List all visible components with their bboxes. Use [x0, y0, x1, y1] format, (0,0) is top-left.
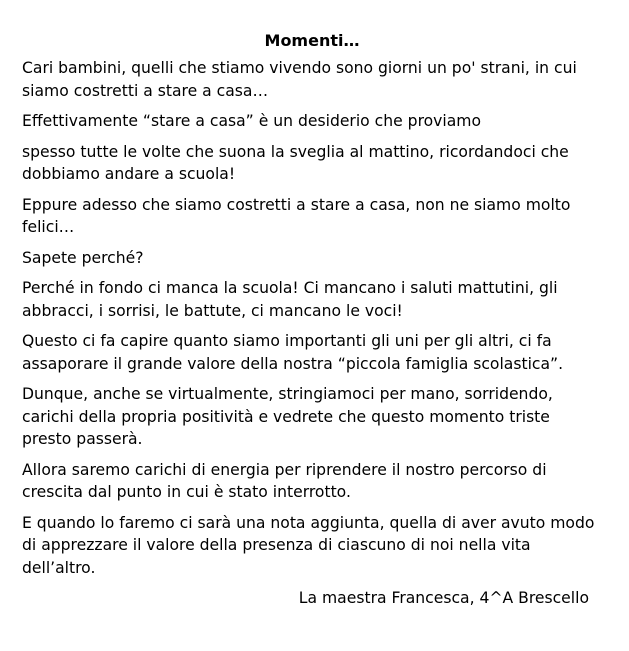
letter-document: [22, 30, 602, 610]
document-title: Momenti…: [264, 31, 360, 50]
paragraph-sveglia: spesso tutte le volte che suona la sveglia al mattino, ricordandoci che dobbiamo andare a scuola!: [22, 142, 569, 183]
paragraph-allora: Allora saremo carichi di energia per riprendere il nostro percorso di crescita dal punto in cui è stato interrotto.: [22, 460, 547, 501]
paragraph-manca-la-scuola: Perché in fondo ci manca la scuola! Ci mancano i saluti mattutini, gli abbracci, i sorrisi, le battute, ci mancano le voci!: [22, 279, 558, 320]
paragraph-dunque: Dunque, anche se virtualmente, stringiamoci per mano, sorridendo, carichi della propria positività e vedrete che questo momento triste presto passerà.: [22, 385, 553, 448]
paragraph-question: Sapete perché?: [22, 248, 144, 267]
paragraph-famiglia-scolastica: Questo ci fa capire quanto siamo importanti gli uni per gli altri, ci fa assaporare il grande valore della nostra “piccola famiglia scolastica”.: [22, 332, 564, 373]
signature: La maestra Francesca, 4^A Brescello: [298, 589, 589, 607]
paragraph-stare-a-casa: Effettivamente “stare a casa” è un desiderio che proviamo: [22, 112, 482, 130]
paragraph-greeting: Cari bambini, quelli che stiamo vivendo sono giorni un po' strani, in cui siamo costretti a stare a casa…: [22, 59, 577, 100]
paragraph-conclusion: E quando lo faremo ci sarà una nota aggiunta, quella di aver avuto modo di apprezzare il valore della presenza di ciascuno di noi nella vita dell’altro.: [22, 513, 595, 577]
paragraph-eppure: Eppure adesso che siamo costretti a stare a casa, non ne siamo molto felici…: [22, 195, 571, 236]
